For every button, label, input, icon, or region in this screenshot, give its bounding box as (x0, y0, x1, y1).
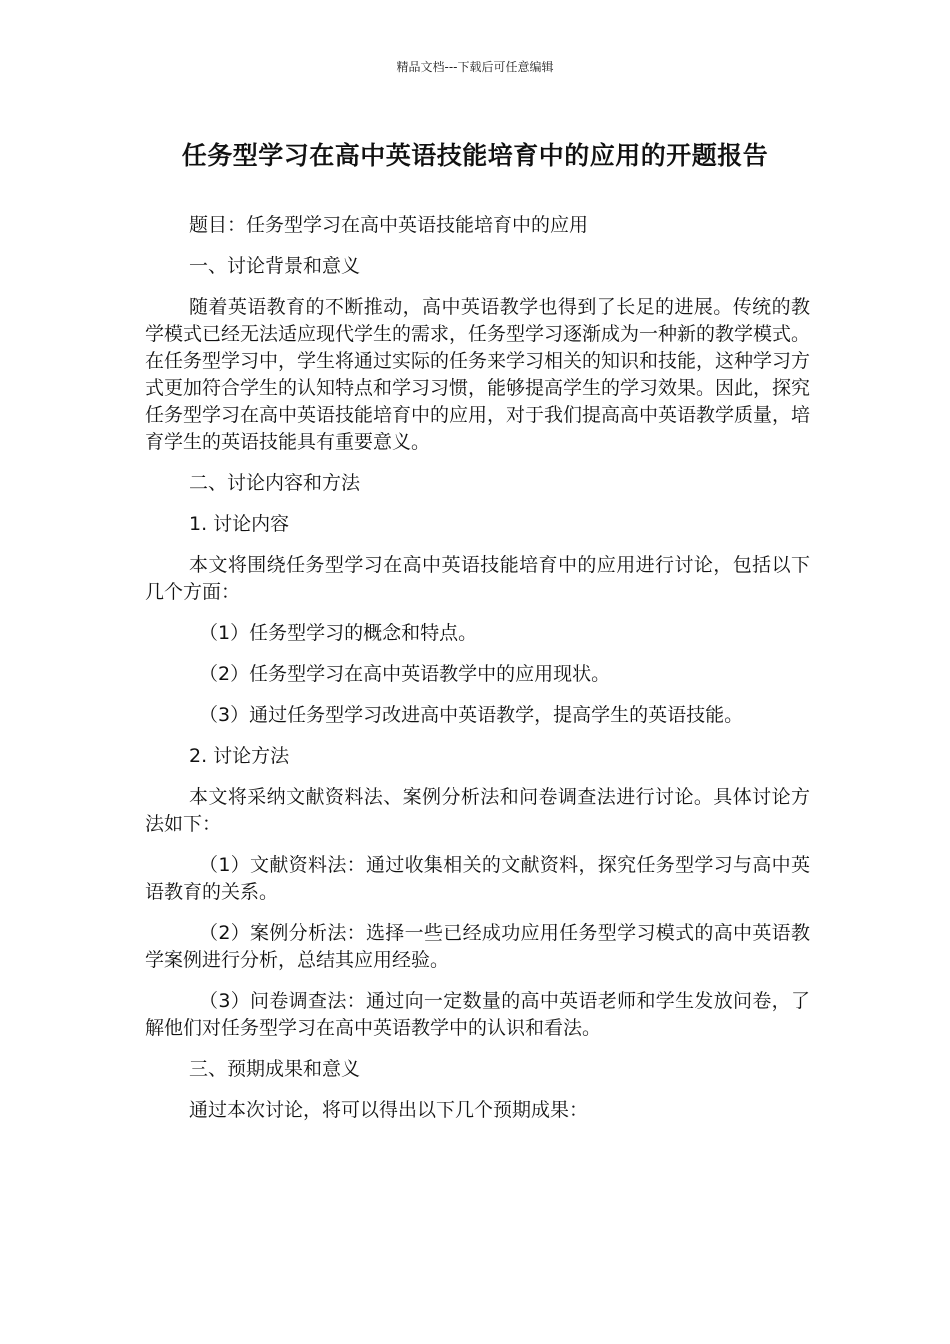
document-title: 任务型学习在高中英语技能培育中的应用的开题报告 (181, 141, 769, 170)
header-note: 精品文档---下载后可任意编辑 (396, 60, 554, 74)
background-paragraph: 随着英语教育的不断推动，高中英语教学也得到了长足的进展。传统的教学模式已经无法适应现代学生的需求，任务型学习逐渐成为一种新的教学模式。在任务型学习中，学生将通过实际的任务来学习相关的知识和技能，这种学习方式更加符合学生的认知特点和学习习惯，能够提高学生的学习效果。因此，探究任务型学习在高中英语技能培育中的应用，对于我们提高高中英语教学质量，培育学生的英语技能具有重要意义。 (145, 296, 811, 453)
content-item-2: （2）任务型学习在高中英语教学中的应用现状。 (199, 663, 611, 685)
method-item-1: （1）文献资料法：通过收集相关的文献资料，探究任务型学习与高中英语教育的关系。 (145, 854, 810, 903)
subheading-content: 1. 讨论内容 (189, 513, 290, 535)
subheading-method: 2. 讨论方法 (189, 745, 290, 767)
topic-line: 题目：任务型学习在高中英语技能培育中的应用 (189, 214, 589, 236)
method-item-2: （2）案例分析法：选择一些已经成功应用任务型学习模式的高中英语教学案例进行分析，总结其应用经验。 (145, 922, 810, 971)
section-heading-content-method: 二、讨论内容和方法 (189, 472, 361, 494)
content-item-1: （1）任务型学习的概念和特点。 (199, 622, 478, 644)
section-heading-background: 一、讨论背景和意义 (189, 255, 361, 277)
method-intro-paragraph: 本文将采纳文献资料法、案例分析法和问卷调查法进行讨论。具体讨论方法如下： (145, 786, 810, 835)
content-item-3: （3）通过任务型学习改进高中英语教学，提高学生的英语技能。 (199, 704, 744, 726)
section-heading-expected-results: 三、预期成果和意义 (189, 1058, 361, 1080)
document-body (145, 212, 810, 1138)
expected-results-intro: 通过本次讨论，将可以得出以下几个预期成果： (189, 1099, 589, 1121)
method-item-3: （3）问卷调查法：通过向一定数量的高中英语老师和学生发放问卷，了解他们对任务型学习在高中英语教学中的认识和看法。 (145, 990, 810, 1039)
content-intro-paragraph: 本文将围绕任务型学习在高中英语技能培育中的应用进行讨论，包括以下几个方面： (145, 554, 810, 603)
